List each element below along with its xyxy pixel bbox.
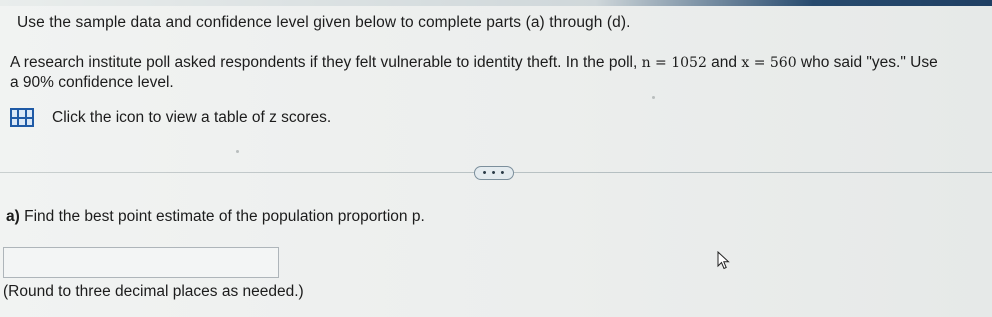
top-header-strip [0,0,992,6]
mouse-pointer-icon [717,251,730,270]
problem-statement [10,53,970,93]
rounding-hint: (Round to three decimal places as needed.) [3,283,304,300]
successes-x: x = 560 [741,55,797,71]
part-a-prefix: a) [6,208,20,225]
screen-speck [652,96,655,99]
expand-more-button[interactable]: • • • [474,166,514,180]
problem-text-c: who said "yes." Use [800,54,938,71]
instructions-text: Use the sample data and confidence level given below to complete parts (a) through (d). [17,14,631,31]
screen-speck [236,150,239,153]
part-a-question [6,208,425,226]
z-table-label: Click the icon to view a table of z scores. [52,108,332,126]
z-table-link-row [10,108,331,127]
problem-text-a: A research institute poll asked respondents if they felt vulnerable to identity theft. In the poll, [10,54,638,71]
sample-size-n: n = 1052 [641,55,707,71]
problem-text-d: a 90% confidence level. [10,74,174,91]
problem-text-b: and [711,54,738,71]
answer-input-box[interactable] [3,247,279,278]
table-grid-icon[interactable] [10,108,34,127]
part-a-text: Find the best point estimate of the population proportion p. [24,208,425,225]
